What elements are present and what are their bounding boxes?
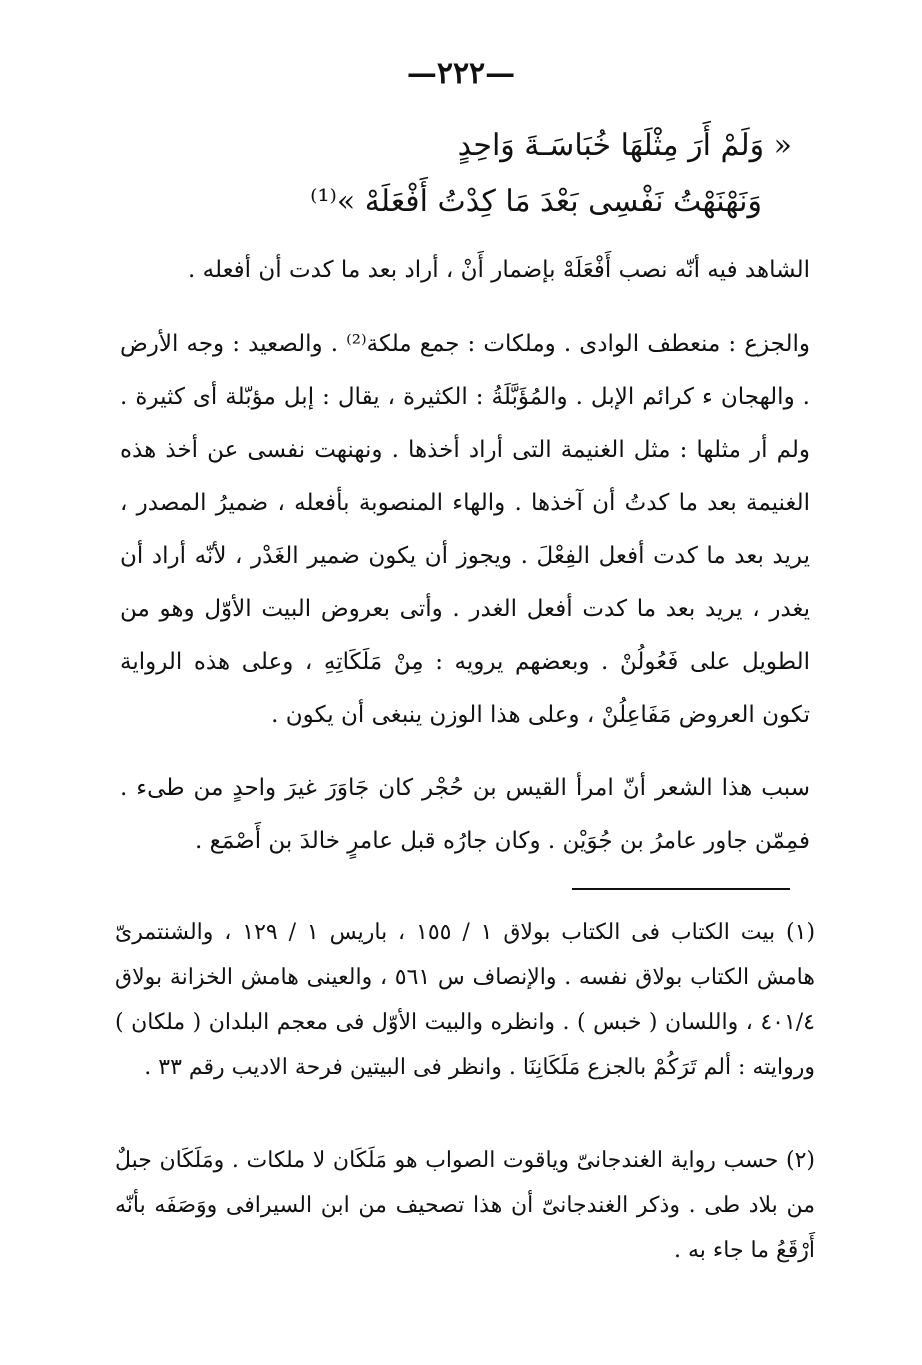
verse-hemistich-1: « وَلَمْ أَرَ مِثْلَهَا خُبَاسَـةَ وَاحِدٍ [457,128,792,163]
footnote-text: (١) بيت الكتاب فى الكتاب بولاق ١ / ١٥٥ ، باريس ١ / ١٢٩ ، والشنتمرىّ هامش الكتاب بولاق نفسه . والإنصاف س ٥٦١ ، والعينى هامش الخزانة بولاق ٤٠١/٤ ، واللسان ( خبس ) . وانظره والبيت الأوّل فى معجم البلدان ( ملكان ) وروايته : ألم تَرَكُمْ بالجزع مَلَكَانِنَا . وانظر فى البيتين فرحة الاديب رقم ٣٣ . [115,920,816,1080]
commentary-occasion [120,762,810,868]
paragraph: سبب هذا الشعر أنّ امرأ القيس بن حُجْر كان جَاوَرَ غيرَ واحدٍ من طىء . فمِمّن جاور عامرُ بن جُوَيْن . وكان جارُه قبل عامرٍ خالدَ بن أَصْمَع . [120,775,810,854]
footnote-text: (٢) حسب رواية الغندجانىّ وياقوت الصواب هو مَلَكَان لا ملكات . ومَلَكَان جبلٌ من بلاد طى . وذكر الغندجانىّ أن هذا تصحيف من ابن السيرافى ووَصَفَه بأنّه أَرْقَعُ ما جاء به . [115,1148,815,1263]
footnote-1 [115,910,815,1090]
footnote-2 [115,1138,815,1273]
verse-hemistich-2: وَنَهْنَهْتُ نَفْسِى بَعْدَ مَا كِدْتُ أَفْعَلَهْ »⁽¹⁾ [310,184,762,219]
paragraph: والجزع : منعطف الوادى . وملكات : جمع ملكة⁽²⁾ . والصعيد : وجه الأرض . والهجان ء كرائم الإبل . والمُؤَبَّلَةُ : الكثيرة ، يقال : إبل مؤبّلة أى كثيرة . ولم أر مثلها : مثل الغنيمة التى أراد أخذها . ونهنهت نفسى عن أخذ هذه الغنيمة بعد ما كدتُ أن آخذها . والهاء المنصوبة بأفعله ، ضميرُ المصدر ، يريد بعد ما كدت أفعل الفِعْلَ . ويجوز أن يكون ضمير الغَدْر ، لأنّه أراد أن يغدر ، يريد بعد ما كدت أفعل الغدر . وأتى بعروض البيت الأوّل وهو من الطويل على فَعُولُنْ . وبعضهم يرويه : مِنْ مَلَكَاتِهِ ، وعلى هذه الرواية تكون العروض مَفَاعِلُنْ ، وعلى هذا الوزن ينبغى أن يكون . [120,331,810,728]
commentary-shahid [120,244,810,297]
commentary-glossary [120,318,810,742]
footnote-divider [572,888,790,890]
paragraph: الشاهد فيه أنّه نصب أَفْعَلَهْ بإضمار أَنْ ، أراد بعد ما كدت أن أفعله . [188,257,810,283]
page-number: —٢٢٢— [406,56,516,91]
